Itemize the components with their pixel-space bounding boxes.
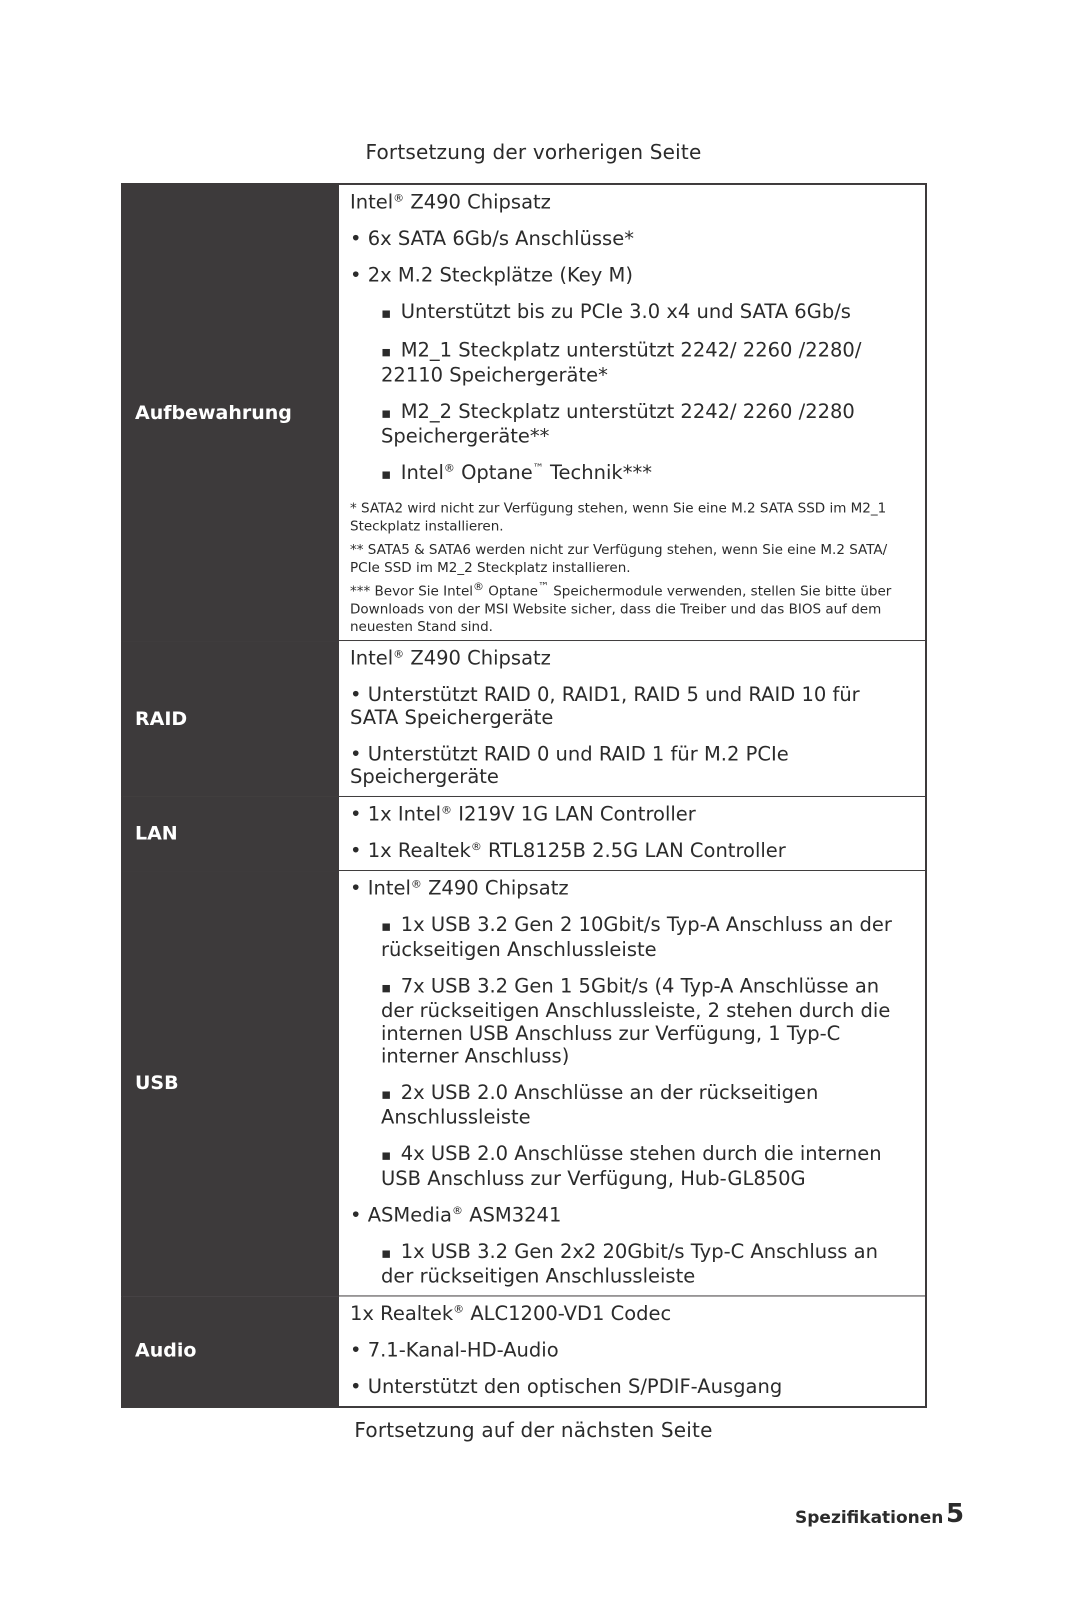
- table-row-raid: [122, 641, 926, 797]
- continued-on-next-page: Fortsetzung auf der nächsten Seite: [354, 1418, 713, 1442]
- continued-from-previous-page: Fortsetzung der vorherigen Seite: [365, 140, 702, 164]
- footer-section-title: Spezifikationen: [795, 1508, 944, 1528]
- sub-list-item: ▪ 7x USB 3.2 Gen 1 5Gbit/s (4 Typ-A Anschlüsse an der rückseitigen Anschlussleiste, 2 stehen durch die internen USB Anschluss zur Verfügung, 1 Typ-C interner Anschluss): [350, 975, 913, 1068]
- row-label-audio: Audio: [122, 1296, 339, 1407]
- sub-list-item: ▪ 1x USB 3.2 Gen 2x2 20Gbit/s Typ-C Anschluss an der rückseitigen Anschlussleiste: [350, 1240, 913, 1287]
- specifications-table: [121, 183, 927, 1408]
- page-number: 5: [946, 1499, 965, 1529]
- row-value-audio: [339, 1296, 926, 1407]
- list-item: • ASMedia® ASM3241: [350, 1204, 913, 1227]
- audio-codec: 1x Realtek® ALC1200-VD1 Codec: [350, 1302, 672, 1326]
- sub-list-item: ▪ 4x USB 2.0 Anschlüsse stehen durch die internen USB Anschluss zur Verfügung, Hub-GL850G: [350, 1142, 913, 1189]
- sub-list-item: ▪ M2_1 Steckplatz unterstützt 2242/ 2260 /2280/ 22110 Speichergeräte*: [350, 339, 913, 386]
- footnote: *** Bevor Sie Intel® Optane™ Speichermodule verwenden, stellen Sie bitte über Downloads von der MSI Website sicher, dass die Treiber und das BIOS auf dem neuesten Stand sind.: [350, 580, 892, 636]
- list-item: • 2x M.2 Steckplätze (Key M): [350, 264, 913, 287]
- footnote: * SATA2 wird nicht zur Verfügung stehen, wenn Sie eine M.2 SATA SSD im M2_1 Steckplatz installieren.: [350, 500, 887, 535]
- sub-list-item: ▪ Unterstützt bis zu PCIe 3.0 x4 und SATA 6Gb/s: [350, 300, 913, 325]
- storage-chipset: Intel® Z490 Chipsatz: [350, 190, 551, 214]
- sub-list-item: ▪ 1x USB 3.2 Gen 2 10Gbit/s Typ-A Anschluss an der rückseitigen Anschlussleiste: [350, 913, 913, 960]
- list-item: • Unterstützt RAID 0 und RAID 1 für M.2 PCIe Speichergeräte: [350, 743, 913, 788]
- row-value-lan: [339, 796, 926, 870]
- sub-list-item: ▪ Intel® Optane™ Technik***: [350, 461, 913, 486]
- table-row-storage: [122, 184, 926, 641]
- row-label-raid: RAID: [122, 641, 339, 797]
- sub-list-item: ▪ M2_2 Steckplatz unterstützt 2242/ 2260 /2280 Speichergeräte**: [350, 400, 913, 447]
- row-label-storage: Aufbewahrung: [122, 184, 339, 641]
- list-item: • 7.1-Kanal-HD-Audio: [350, 1339, 913, 1362]
- row-value-storage: [339, 184, 926, 641]
- sub-list-item: ▪ 2x USB 2.0 Anschlüsse an der rückseitigen Anschlussleiste: [350, 1081, 913, 1128]
- list-item: • Unterstützt den optischen S/PDIF-Ausgang: [350, 1375, 913, 1398]
- row-value-raid: [339, 641, 926, 797]
- table-row-audio: [122, 1296, 926, 1407]
- list-item: • Unterstützt RAID 0, RAID1, RAID 5 und RAID 10 für SATA Speichergeräte: [350, 683, 913, 728]
- row-label-usb: USB: [122, 871, 339, 1296]
- table-row-lan: [122, 796, 926, 870]
- row-label-lan: LAN: [122, 796, 339, 870]
- list-item: • 1x Intel® I219V 1G LAN Controller: [350, 803, 913, 826]
- raid-chipset: Intel® Z490 Chipsatz: [350, 646, 551, 670]
- list-item: • 1x Realtek® RTL8125B 2.5G LAN Controller: [350, 839, 913, 862]
- footnote: ** SATA5 & SATA6 werden nicht zur Verfügung stehen, wenn Sie eine M.2 SATA/ PCIe SSD im M2_2 Steckplatz installieren.: [350, 542, 888, 576]
- list-item: • Intel® Z490 Chipsatz: [350, 877, 913, 900]
- row-value-usb: [339, 871, 926, 1296]
- list-item: • 6x SATA 6Gb/s Anschlüsse*: [350, 227, 913, 250]
- table-row-usb: [122, 871, 926, 1296]
